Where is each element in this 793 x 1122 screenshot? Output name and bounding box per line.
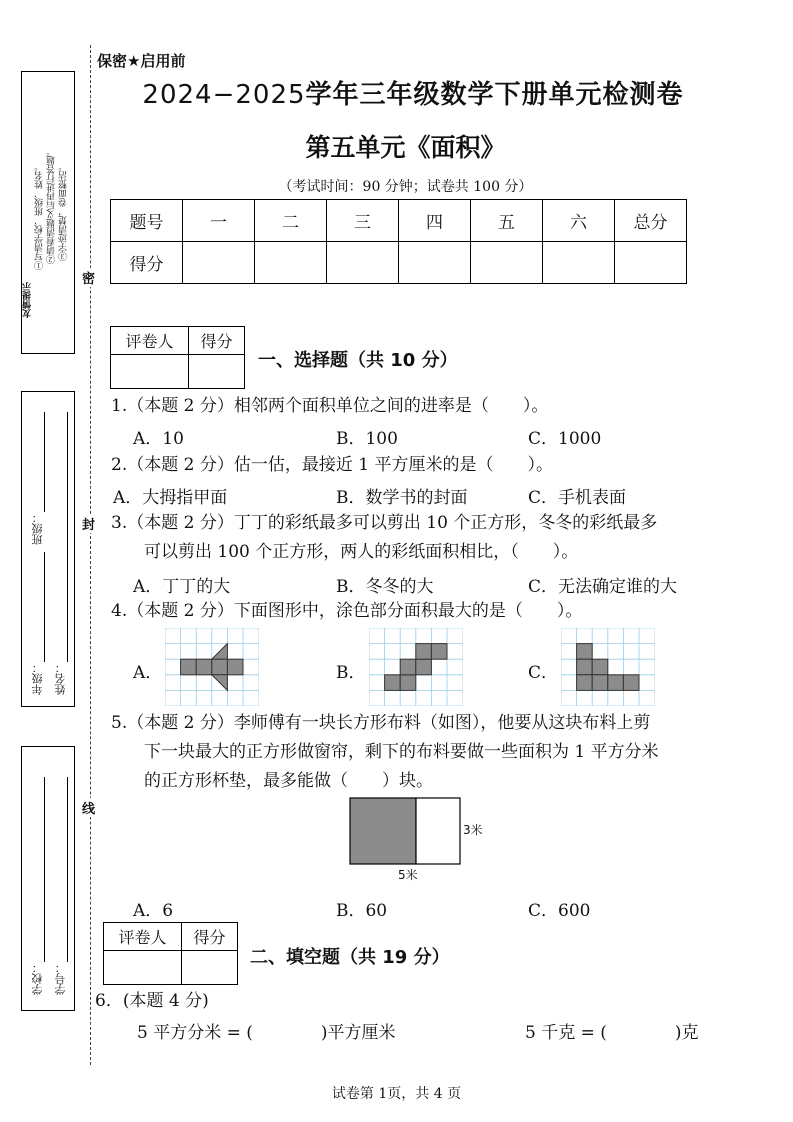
class-grade-name-box	[21, 391, 75, 707]
secret-mark: 保密★启用前	[97, 52, 186, 70]
school-number-box	[21, 746, 75, 1011]
title-year: 2024−2025	[142, 80, 306, 110]
grader-box-section1	[110, 326, 245, 389]
score-header-cell: 三	[327, 200, 399, 242]
name-line	[67, 412, 68, 662]
name-label: 姓名：	[54, 662, 67, 695]
question-6: 6．(本题 4 分)	[95, 991, 209, 1011]
question-text: （本题 2 分）估一估，最接近 1 平方厘米的是（ ）。	[127, 455, 553, 475]
cloth-width-label: 5米	[398, 868, 418, 882]
score-entry-cell[interactable]	[327, 242, 399, 284]
question-4	[111, 597, 582, 626]
q3-option-b[interactable]: B．冬冬的大	[336, 577, 434, 597]
grader-score-label: 得分	[189, 327, 245, 355]
shaded-shape	[385, 644, 447, 691]
q1-option-c[interactable]: C．1000	[528, 429, 602, 449]
q5-cloth-figure	[349, 797, 499, 887]
q5-option-b[interactable]: B．60	[336, 901, 388, 921]
q4-figure-b	[369, 628, 463, 706]
school-line	[44, 777, 45, 962]
q2-option-c[interactable]: C．手机表面	[528, 488, 627, 508]
score-entry-cell[interactable]	[471, 242, 543, 284]
grader-label: 评卷人	[104, 923, 182, 951]
score-entry-cell[interactable]	[543, 242, 615, 284]
score-table-header-row	[111, 200, 687, 242]
grader-label: 评卷人	[111, 327, 189, 355]
question-text: （本题 2 分）丁丁的彩纸最多可以剪出 10 个正方形，冬冬的彩纸最多	[127, 513, 658, 533]
q4-option-c-label[interactable]: C．	[528, 663, 559, 683]
question-number: 1.	[111, 396, 128, 416]
grader-score-label: 得分	[182, 923, 238, 951]
question-text: （本题 2 分）李师傅有一块长方形布料（如图），他要从这块布料上剪	[127, 713, 651, 733]
score-entry-cell[interactable]	[399, 242, 471, 284]
cloth-square-shaded	[350, 798, 416, 864]
q4-figure-a	[165, 628, 259, 706]
score-header-cell: 总分	[615, 200, 687, 242]
q4-figure-c	[561, 628, 655, 706]
student-number-label: 学号：	[54, 962, 67, 995]
q1-option-b[interactable]: B．100	[336, 429, 398, 449]
q4-option-a-label[interactable]: A．	[133, 663, 163, 683]
score-header-cell: 六	[543, 200, 615, 242]
class-line	[44, 412, 45, 512]
question-text: （本题 2 分）相邻两个面积单位之间的进率是（ ）。	[127, 396, 549, 416]
instructions-label: 友情提示	[23, 282, 33, 318]
q5-option-a[interactable]: A．6	[133, 901, 174, 921]
question-number: 5.	[111, 713, 128, 733]
q4-option-b-label[interactable]: B．	[336, 663, 366, 683]
question-5	[111, 709, 650, 738]
grader-score-entry[interactable]	[182, 951, 238, 985]
q3-option-a[interactable]: A．丁丁的大	[133, 577, 231, 597]
grader-score-entry[interactable]	[189, 355, 245, 389]
q1-option-a[interactable]: A．10	[133, 429, 184, 449]
section1-title: 一、选择题（共 10 分）	[258, 350, 458, 371]
question-text: （本题 2 分）下面图形中，涂色部分面积最大的是（ ）。	[127, 601, 583, 621]
school-label: 学校：	[31, 962, 44, 995]
grader-entry[interactable]	[104, 951, 182, 985]
question-2	[111, 451, 553, 480]
question-3-line-2: 可以剪出 100 个正方形，两人的彩纸面积相比，（ ）。	[144, 542, 579, 562]
title-text: 学年三年级数学下册单元检测卷	[305, 80, 684, 110]
q3-option-c[interactable]: C．无法确定谁的大	[528, 577, 678, 597]
seal-char-feng: 封	[82, 514, 95, 533]
instructions-box	[21, 71, 75, 354]
page-footer: 试卷第 1页，共 4 页	[331, 1086, 462, 1102]
instruction-line-3: ③字迹清楚，卷面整洁。	[59, 162, 69, 261]
instruction-line-1: ①写清学校、班级、姓名。	[35, 162, 45, 270]
section2-title: 二、填空题（共 19 分）	[250, 947, 450, 968]
q6-blank-1[interactable]: 5 平方分米 = ( )平方厘米	[137, 1023, 396, 1043]
score-header-cell: 题号	[111, 200, 183, 242]
question-1	[111, 392, 548, 421]
q2-option-a[interactable]: A．大拇指甲面	[113, 488, 228, 508]
q6-blank-2[interactable]: 5 千克 = ( )克	[525, 1023, 699, 1043]
student-number-line	[67, 777, 68, 962]
exam-info: （考试时间：90 分钟；试卷共 100 分）	[278, 179, 533, 195]
exam-subtitle: 第五单元《面积》	[305, 133, 506, 162]
exam-title	[0, 74, 793, 111]
grade-line	[44, 552, 45, 662]
score-table	[110, 199, 687, 284]
score-entry-cell[interactable]	[255, 242, 327, 284]
score-table-score-row	[111, 242, 687, 284]
seal-line-dashed	[90, 45, 91, 1065]
question-5-line-3: 的正方形杯垫，最多能做（ ）块。	[144, 771, 433, 791]
question-number: 2.	[111, 455, 128, 475]
q2-option-b[interactable]: B．数学书的封面	[336, 488, 468, 508]
grader-box-section2	[103, 922, 238, 985]
score-entry-cell[interactable]	[183, 242, 255, 284]
q5-option-c[interactable]: C．600	[528, 901, 591, 921]
question-3	[111, 509, 657, 538]
score-header-cell: 四	[399, 200, 471, 242]
grader-entry[interactable]	[111, 355, 189, 389]
class-label: 班级：	[31, 512, 44, 545]
grade-label: 年级：	[31, 662, 44, 695]
instruction-line-2: ②请看清题义后再进行答题。	[47, 147, 57, 264]
score-header-cell: 二	[255, 200, 327, 242]
question-number: 3.	[111, 513, 128, 533]
score-header-cell: 五	[471, 200, 543, 242]
cloth-height-label: 3米	[463, 823, 483, 837]
cloth-remaining-part	[416, 798, 460, 864]
score-row-label: 得分	[111, 242, 183, 284]
score-entry-cell[interactable]	[615, 242, 687, 284]
score-header-cell: 一	[183, 200, 255, 242]
seal-char-mi: 密	[82, 268, 95, 287]
question-5-line-2: 下一块最大的正方形做窗帘，剩下的布料要做一些面积为 1 平方分米	[144, 742, 659, 762]
seal-char-xian: 线	[82, 798, 95, 817]
question-number: 4.	[111, 601, 128, 621]
